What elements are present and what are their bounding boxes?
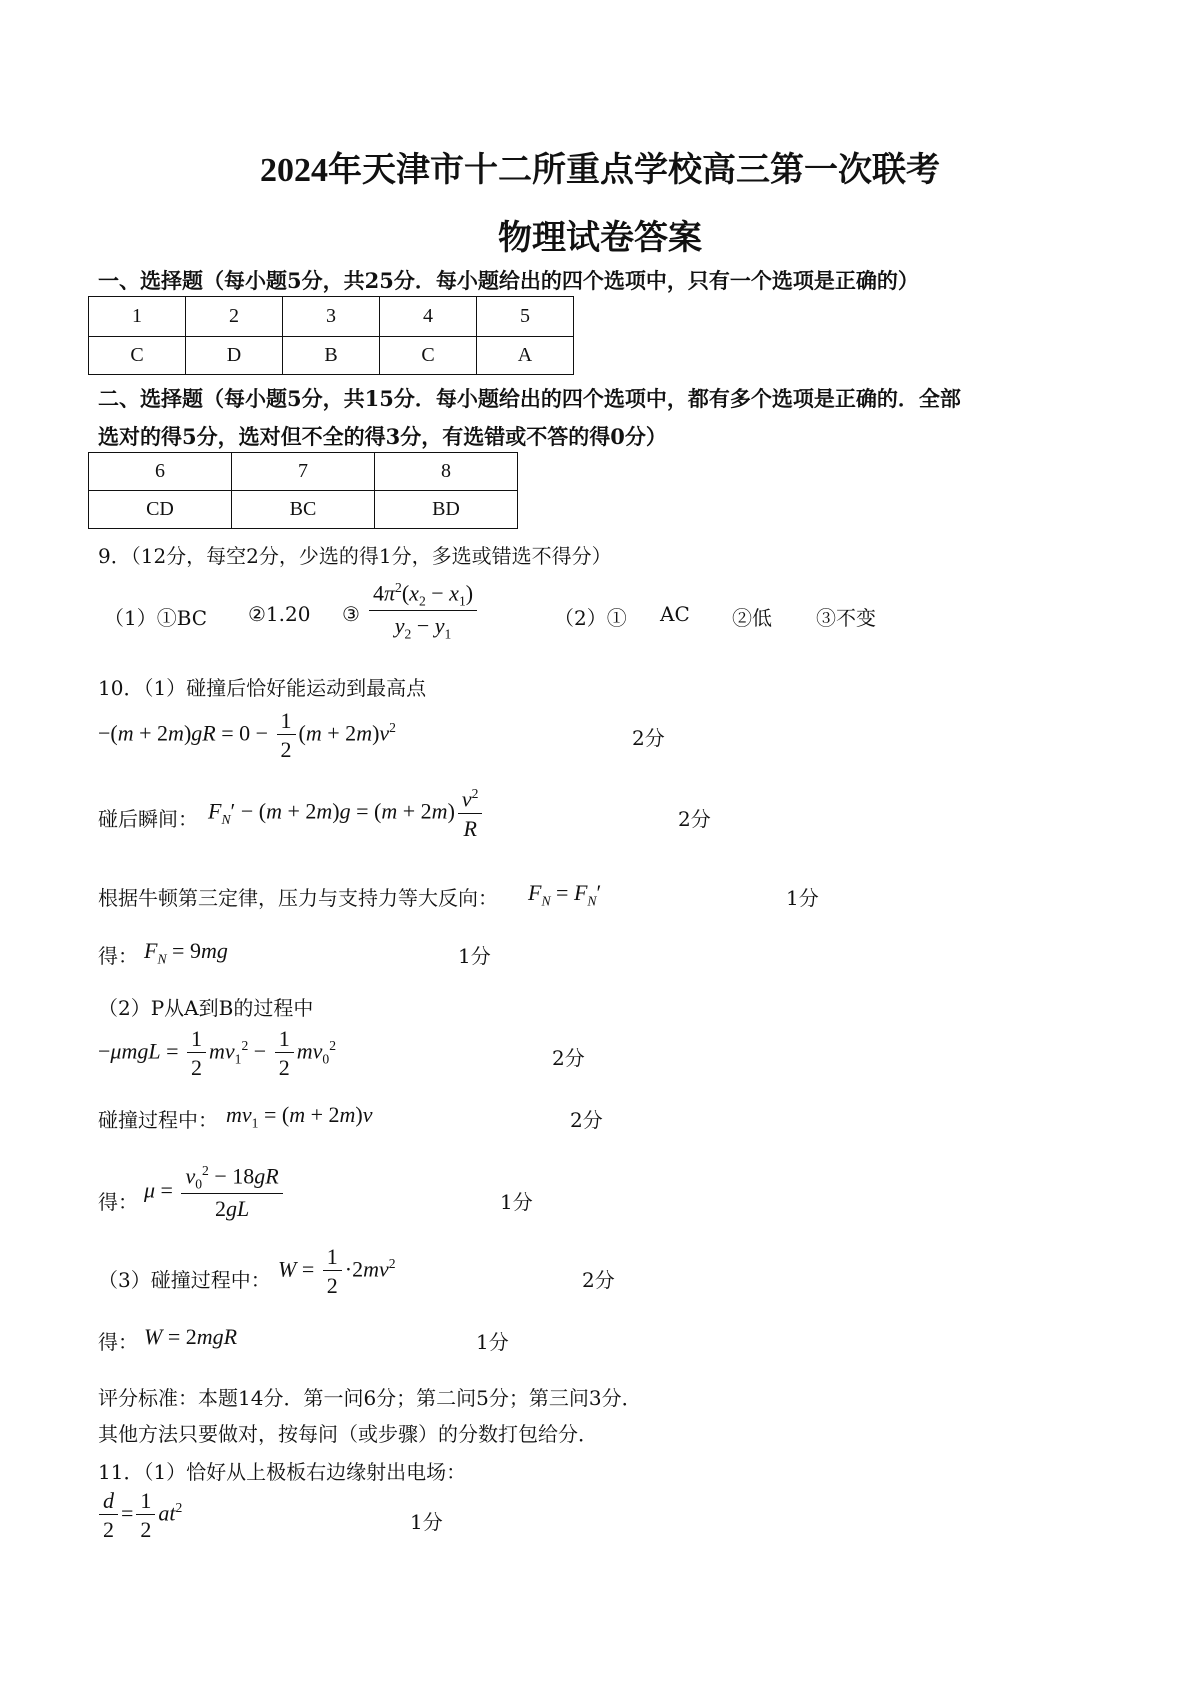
q10-score-2: 2分 <box>678 807 711 831</box>
section2-heading-line2: 选对的得5分，选对但不全的得3分，有选错或不答的得0分） <box>98 424 667 449</box>
q10-eq6: $mv_1 = (m + 2m)v$ <box>226 1102 373 1131</box>
q10-line9-label: 得： <box>98 1330 138 1354</box>
table-cell: 8 <box>375 453 518 491</box>
q10-eq1: −(m + 2m)gR = 0 − $\frac{1}{2}$ $(m + 2m)v^2$ <box>98 708 396 763</box>
q10-eq3: $F_N = F_N'$ <box>528 880 602 909</box>
q10-eq2: $F_N' - (m + 2m)g = (m + 2m)$ $\frac{v^2}{R}$ <box>208 786 485 841</box>
table-cell: 4 <box>380 297 477 337</box>
q10-line2-label: 碰后瞬间： <box>98 807 198 831</box>
q10-line7-label: 得： <box>98 1190 138 1214</box>
table-cell: 7 <box>232 453 375 491</box>
page-title: 2024年天津市十二所重点学校高三第一次联考 <box>260 152 940 189</box>
q10-eq9: W = 2mgR <box>144 1324 238 1349</box>
q9-heading: 9．（12分，每空2分，少选的得1分，多选或错选不得分） <box>98 544 612 568</box>
table-cell: B <box>283 337 380 375</box>
page-subtitle: 物理试卷答案 <box>498 220 702 257</box>
q10-line6-label: 碰撞过程中： <box>98 1108 218 1132</box>
table-cell: C <box>380 337 477 375</box>
q9-answer-2c: ③不变 <box>816 606 876 630</box>
table-cell: A <box>477 337 574 375</box>
section1-heading: 一、选择题（每小题5分，共25分．每小题给出的四个选项中，只有一个选项是正确的） <box>98 268 919 293</box>
table-cell: 5 <box>477 297 574 337</box>
q9-answer-2a: AC <box>660 602 690 626</box>
section2-answer-table <box>88 452 518 529</box>
q9-formula: $\frac{4\pi^2(x_2 - x_1)}{y_2 - y_1}$ <box>366 580 480 642</box>
table-cell: BD <box>375 491 518 529</box>
q11-eq1: $\frac{d}{2}$ = $\frac{1}{2}$ $at^2$ <box>96 1488 182 1543</box>
q10-score-4: 1分 <box>458 944 491 968</box>
q10-line4-label: 得： <box>98 944 138 968</box>
q11-score-1: 1分 <box>410 1510 443 1534</box>
table-cell: 3 <box>283 297 380 337</box>
section1-answer-table <box>88 296 574 375</box>
q9-answer-1a: （1）①BC <box>104 606 208 630</box>
q9-answer-2b: ②低 <box>732 606 772 630</box>
q10-criteria-1: 评分标准：本题14分．第一问6分；第二问5分；第三问3分． <box>98 1386 642 1410</box>
q10-eq4: $F_N = 9mg$ <box>144 938 228 967</box>
q10-eq7: μ = $\frac{v_0^2 - 18gR}{2gL}$ <box>144 1163 286 1222</box>
q10-score-6: 2分 <box>570 1108 603 1132</box>
q10-heading: 10．（1）碰撞后恰好能运动到最高点 <box>98 676 427 700</box>
q10-line8-label: （3）碰撞过程中： <box>98 1268 271 1292</box>
q11-heading: 11．（1）恰好从上极板右边缘射出电场： <box>98 1460 467 1484</box>
q10-score-7: 1分 <box>500 1190 533 1214</box>
q10-line3-label: 根据牛顿第三定律，压力与支持力等大反向： <box>98 886 498 910</box>
table-cell: BC <box>232 491 375 529</box>
q10-score-8: 2分 <box>582 1268 615 1292</box>
q10-eq8: W = $\frac{1}{2}$ $\cdot 2mv^2$ <box>278 1244 396 1299</box>
q10-criteria-2: 其他方法只要做对，按每问（或步骤）的分数打包给分． <box>98 1422 598 1446</box>
q10-score-1: 2分 <box>632 726 665 750</box>
table-cell: 1 <box>89 297 186 337</box>
q9-answer-2a-label: （2）① <box>554 606 627 630</box>
q10-score-3: 1分 <box>786 886 819 910</box>
table-cell: 6 <box>89 453 232 491</box>
section2-heading-line1: 二、选择题（每小题5分，共15分．每小题给出的四个选项中，都有多个选项是正确的．全部 <box>98 386 961 411</box>
table-cell: CD <box>89 491 232 529</box>
q10-part2-heading: （2）P从A到B的过程中 <box>98 996 314 1020</box>
q9-answer-1b: ②1.20 <box>248 602 311 626</box>
q10-score-9: 1分 <box>476 1330 509 1354</box>
table-cell: 2 <box>186 297 283 337</box>
table-cell: C <box>89 337 186 375</box>
table-cell: D <box>186 337 283 375</box>
q10-score-5: 2分 <box>552 1046 585 1070</box>
q10-eq5: −μmgL = $\frac{1}{2}$ $mv_1^2$ − $\frac{1}{2}$ $mv_0^2$ <box>98 1026 336 1081</box>
q9-answer-1c-label: ③ <box>342 602 360 626</box>
